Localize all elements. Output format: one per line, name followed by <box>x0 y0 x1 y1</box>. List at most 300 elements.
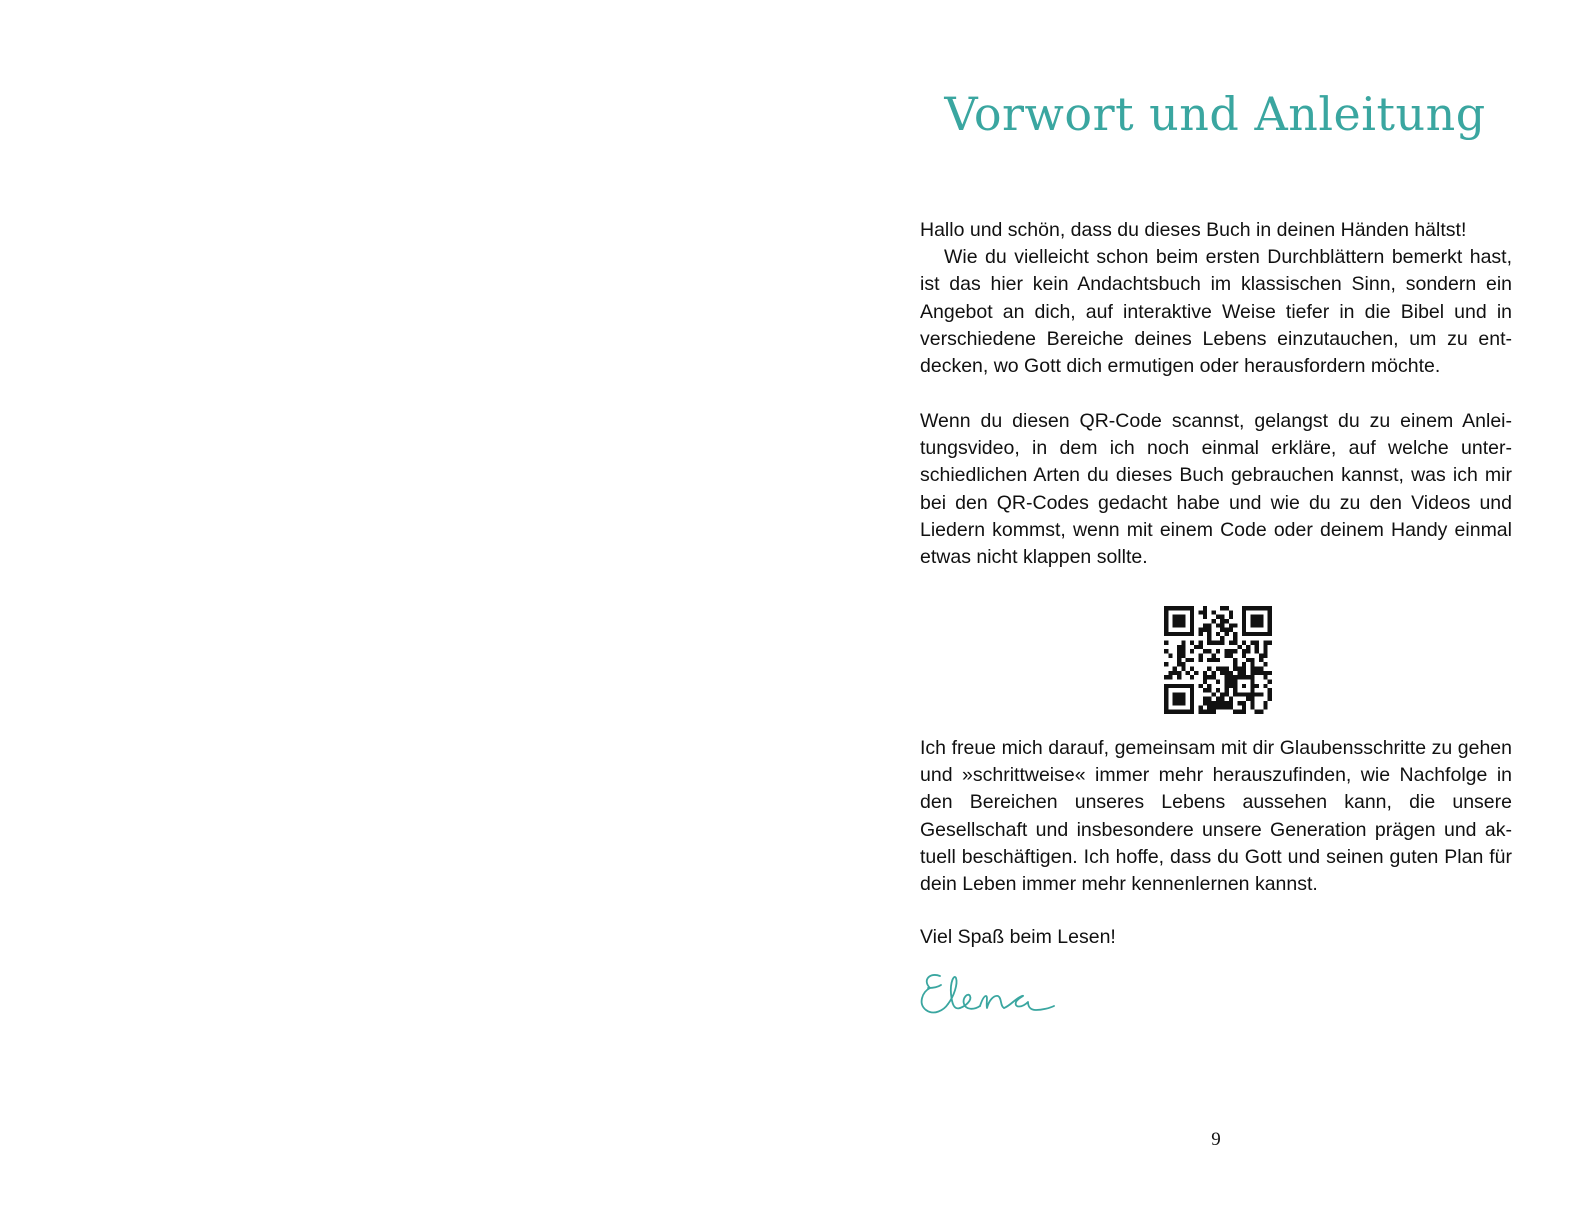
qr-module <box>1203 623 1207 627</box>
qr-module <box>1246 606 1250 610</box>
qr-module <box>1255 710 1259 714</box>
qr-module <box>1207 658 1211 662</box>
qr-module <box>1224 692 1228 696</box>
qr-module <box>1220 697 1224 701</box>
qr-module <box>1190 710 1194 714</box>
qr-module <box>1212 658 1216 662</box>
qr-module <box>1207 697 1211 701</box>
qr-module <box>1177 645 1181 649</box>
qr-module <box>1203 679 1207 683</box>
qr-module <box>1216 679 1220 683</box>
qr-module <box>1207 628 1211 632</box>
qr-module <box>1164 688 1168 692</box>
qr-module <box>1168 675 1172 679</box>
qr-module <box>1190 632 1194 636</box>
qr-module <box>1190 628 1194 632</box>
qr-module <box>1207 649 1211 653</box>
qr-module <box>1186 671 1190 675</box>
qr-module <box>1212 692 1216 696</box>
qr-module <box>1229 675 1233 679</box>
qr-module <box>1233 623 1237 627</box>
qr-module <box>1220 666 1224 670</box>
qr-module <box>1224 654 1228 658</box>
qr-module <box>1233 662 1237 666</box>
qr-module <box>1203 628 1207 632</box>
qr-module <box>1177 654 1181 658</box>
qr-module <box>1203 610 1207 614</box>
qr-module <box>1268 606 1272 610</box>
qr-module <box>1207 666 1211 670</box>
qr-module <box>1181 606 1185 610</box>
qr-module <box>1190 619 1194 623</box>
qr-module <box>1233 684 1237 688</box>
qr-module <box>1255 645 1259 649</box>
qr-module <box>1268 632 1272 636</box>
qr-instructions-section <box>920 408 1512 571</box>
qr-module <box>1164 628 1168 632</box>
qr-module <box>1246 692 1250 696</box>
qr-module <box>1190 606 1194 610</box>
qr-module <box>1177 671 1181 675</box>
qr-module <box>1250 623 1254 627</box>
qr-module <box>1246 632 1250 636</box>
qr-module <box>1168 606 1172 610</box>
qr-module <box>1224 675 1228 679</box>
qr-module <box>1224 688 1228 692</box>
qr-module <box>1216 688 1220 692</box>
qr-module <box>1242 654 1246 658</box>
qr-module <box>1250 632 1254 636</box>
qr-module <box>1207 641 1211 645</box>
qr-module <box>1224 705 1228 709</box>
qr-module <box>1173 632 1177 636</box>
qr-module <box>1250 688 1254 692</box>
closing-section <box>920 735 1512 898</box>
qr-module <box>1233 666 1237 670</box>
qr-module <box>1164 610 1168 614</box>
qr-module <box>1181 692 1185 696</box>
closing-paragraph: Ich freue mich darauf, gemeinsam mit dir Glaubensschritte zu gehen und »schrittweise« immer mehr herauszufinden, wie Nachfolge in den Bereichen unseres Lebens aussehen kann, die unsere Gesellschaft und insbesondere unsere Generation prägen und aktuell beschäftigen. Ich hoffe, dass du Gott und seinen guten Plan für dein Leben immer mehr kennenlernen kannst. <box>920 737 1512 896</box>
signature-image <box>918 968 1068 1028</box>
qr-module <box>1255 632 1259 636</box>
qr-module <box>1164 623 1168 627</box>
qr-module <box>1233 692 1237 696</box>
qr-module <box>1237 701 1241 705</box>
qr-module <box>1259 606 1263 610</box>
qr-module <box>1233 636 1237 640</box>
qr-module <box>1250 619 1254 623</box>
qr-module <box>1190 684 1194 688</box>
qr-module <box>1203 615 1207 619</box>
qr-module <box>1164 705 1168 709</box>
qr-module <box>1190 688 1194 692</box>
qr-module <box>1164 606 1168 610</box>
qr-module <box>1173 697 1177 701</box>
qr-module <box>1207 632 1211 636</box>
qr-module <box>1268 692 1272 696</box>
qr-module <box>1199 632 1203 636</box>
qr-module <box>1233 649 1237 653</box>
qr-module <box>1250 662 1254 666</box>
qr-module <box>1190 615 1194 619</box>
qr-module <box>1173 701 1177 705</box>
qr-module <box>1212 610 1216 614</box>
qr-module <box>1216 697 1220 701</box>
qr-module <box>1190 649 1194 653</box>
qr-module <box>1177 692 1181 696</box>
qr-module <box>1224 701 1228 705</box>
qr-module <box>1250 679 1254 683</box>
qr-module <box>1181 615 1185 619</box>
qr-module <box>1220 701 1224 705</box>
qr-module <box>1216 705 1220 709</box>
qr-module <box>1212 701 1216 705</box>
qr-module <box>1242 641 1246 645</box>
qr-module <box>1268 688 1272 692</box>
qr-module <box>1216 701 1220 705</box>
qr-module <box>1168 684 1172 688</box>
qr-module <box>1177 619 1181 623</box>
qr-module <box>1255 606 1259 610</box>
qr-module <box>1220 628 1224 632</box>
qr-module <box>1190 692 1194 696</box>
qr-module <box>1229 615 1233 619</box>
qr-module <box>1268 610 1272 614</box>
qr-module <box>1229 649 1233 653</box>
qr-module <box>1250 606 1254 610</box>
qr-module <box>1181 710 1185 714</box>
qr-module <box>1190 641 1194 645</box>
qr-module <box>1242 610 1246 614</box>
qr-module <box>1250 615 1254 619</box>
qr-module <box>1216 649 1220 653</box>
qr-module <box>1229 610 1233 614</box>
qr-module <box>1164 649 1168 653</box>
qr-module <box>1263 675 1267 679</box>
qr-module <box>1199 628 1203 632</box>
qr-module <box>1237 645 1241 649</box>
qr-module <box>1190 623 1194 627</box>
qr-module <box>1224 684 1228 688</box>
qr-module <box>1233 688 1237 692</box>
qr-module <box>1203 671 1207 675</box>
page-number: 9 <box>1211 1129 1221 1150</box>
qr-module <box>1263 606 1267 610</box>
qr-module <box>1168 654 1172 658</box>
qr-module <box>1250 692 1254 696</box>
qr-module <box>1242 628 1246 632</box>
qr-module <box>1255 615 1259 619</box>
qr-module <box>1199 710 1203 714</box>
qr-module <box>1255 649 1259 653</box>
qr-module <box>1250 697 1254 701</box>
qr-module <box>1220 623 1224 627</box>
qr-module <box>1220 606 1224 610</box>
qr-module <box>1164 701 1168 705</box>
qr-module <box>1190 697 1194 701</box>
qr-module <box>1268 619 1272 623</box>
qr-module <box>1246 645 1250 649</box>
qr-module <box>1229 697 1233 701</box>
qr-module <box>1164 619 1168 623</box>
qr-module <box>1259 623 1263 627</box>
qr-module <box>1224 679 1228 683</box>
qr-module <box>1268 679 1272 683</box>
qr-module <box>1177 606 1181 610</box>
qr-module <box>1242 623 1246 627</box>
qr-module <box>1177 675 1181 679</box>
qr-module <box>1242 675 1246 679</box>
qr-module <box>1207 701 1211 705</box>
qr-module <box>1250 671 1254 675</box>
qr-module <box>1164 632 1168 636</box>
qr-module <box>1186 632 1190 636</box>
qr-module <box>1229 641 1233 645</box>
qr-code-icon[interactable] <box>1164 606 1272 714</box>
qr-module <box>1186 606 1190 610</box>
qr-module <box>1203 697 1207 701</box>
qr-module <box>1263 641 1267 645</box>
qr-module <box>1233 641 1237 645</box>
intro-section <box>920 217 1512 380</box>
qr-module <box>1242 671 1246 675</box>
qr-module <box>1229 671 1233 675</box>
qr-module <box>1259 710 1263 714</box>
qr-module <box>1242 705 1246 709</box>
qr-module <box>1203 688 1207 692</box>
qr-module <box>1164 684 1168 688</box>
qr-module <box>1220 636 1224 640</box>
qr-module <box>1268 641 1272 645</box>
qr-module <box>1255 692 1259 696</box>
qr-module <box>1229 628 1233 632</box>
qr-module <box>1164 675 1168 679</box>
qr-module <box>1212 705 1216 709</box>
qr-paragraph: Wenn du diesen QR-Code scannst, gelangst du zu einem Anleitungsvideo, in dem ich noch einmal erkläre, auf welche unterschiedlichen Arten du dieses Buch gebrauchen kannst, was ich mir bei den QR-Codes gedacht habe und wie du zu den Videos und Liedern kommst, wenn mit einem Code oder deinem Handy einmal etwas nicht klappen sollte. <box>920 410 1512 569</box>
qr-module <box>1181 666 1185 670</box>
qr-module <box>1224 666 1228 670</box>
qr-module <box>1216 641 1220 645</box>
qr-module <box>1216 658 1220 662</box>
qr-module <box>1164 641 1168 645</box>
qr-module <box>1233 632 1237 636</box>
qr-module <box>1220 641 1224 645</box>
qr-module <box>1168 632 1172 636</box>
qr-module <box>1164 692 1168 696</box>
qr-module <box>1186 710 1190 714</box>
qr-module <box>1242 662 1246 666</box>
qr-module <box>1237 671 1241 675</box>
qr-module <box>1207 710 1211 714</box>
qr-module <box>1173 619 1177 623</box>
qr-module <box>1233 710 1237 714</box>
qr-module <box>1190 658 1194 662</box>
qr-module <box>1207 688 1211 692</box>
qr-module <box>1263 671 1267 675</box>
qr-module <box>1255 623 1259 627</box>
qr-module <box>1177 632 1181 636</box>
qr-module <box>1190 675 1194 679</box>
qr-module <box>1199 610 1203 614</box>
qr-module <box>1224 649 1228 653</box>
qr-module <box>1224 632 1228 636</box>
qr-module <box>1224 671 1228 675</box>
qr-module <box>1220 671 1224 675</box>
qr-module <box>1229 705 1233 709</box>
qr-module <box>1181 649 1185 653</box>
qr-module <box>1224 619 1228 623</box>
qr-module <box>1246 675 1250 679</box>
qr-module <box>1250 684 1254 688</box>
qr-module <box>1255 619 1259 623</box>
qr-module <box>1259 632 1263 636</box>
qr-module <box>1207 636 1211 640</box>
qr-module <box>1194 671 1198 675</box>
qr-module <box>1263 705 1267 709</box>
qr-module <box>1233 658 1237 662</box>
qr-module <box>1268 623 1272 627</box>
qr-module <box>1177 662 1181 666</box>
qr-module <box>1190 610 1194 614</box>
qr-module <box>1246 658 1250 662</box>
qr-module <box>1177 710 1181 714</box>
qr-module <box>1220 692 1224 696</box>
qr-module <box>1242 615 1246 619</box>
qr-module <box>1233 675 1237 679</box>
qr-module <box>1250 641 1254 645</box>
qr-module <box>1177 701 1181 705</box>
qr-module <box>1181 632 1185 636</box>
qr-module <box>1263 632 1267 636</box>
qr-module <box>1220 619 1224 623</box>
qr-module <box>1242 710 1246 714</box>
qr-module <box>1237 675 1241 679</box>
qr-module <box>1181 684 1185 688</box>
qr-module <box>1199 654 1203 658</box>
qr-module <box>1203 606 1207 610</box>
qr-module <box>1242 619 1246 623</box>
intro-paragraph: Wie du vielleicht schon beim ersten Durchblättern bemerkt hast, ist das hier kein Andachtsbuch im klassischen Sinn, sondern ein Angebot an dich, auf interaktive Weise tiefer in die Bibel und in verschiedene Bereiche deines Lebens einzutauchen, um zu entdecken, wo Gott dich ermutigen oder herausfordern möchte. <box>920 246 1512 378</box>
qr-module <box>1229 654 1233 658</box>
page-title: Vorwort und Anleitung <box>944 87 1486 141</box>
qr-module <box>1199 645 1203 649</box>
qr-module <box>1268 615 1272 619</box>
qr-module <box>1259 615 1263 619</box>
qr-module <box>1242 684 1246 688</box>
qr-module <box>1199 658 1203 662</box>
qr-module <box>1237 692 1241 696</box>
qr-module <box>1224 628 1228 632</box>
qr-module <box>1190 705 1194 709</box>
qr-module <box>1173 615 1177 619</box>
qr-module <box>1173 692 1177 696</box>
qr-module <box>1268 671 1272 675</box>
qr-module <box>1259 658 1263 662</box>
qr-module <box>1216 623 1220 627</box>
qr-module <box>1229 623 1233 627</box>
qr-module <box>1181 662 1185 666</box>
qr-module <box>1255 671 1259 675</box>
qr-module <box>1173 710 1177 714</box>
qr-module <box>1164 710 1168 714</box>
qr-module <box>1173 666 1177 670</box>
qr-module <box>1181 701 1185 705</box>
qr-module <box>1173 623 1177 627</box>
qr-module <box>1259 692 1263 696</box>
intro-greeting-line: Hallo und schön, dass du dieses Buch in deinen Händen hältst! <box>920 219 1467 241</box>
qr-module <box>1268 697 1272 701</box>
qr-module <box>1212 675 1216 679</box>
qr-module <box>1199 705 1203 709</box>
qr-module <box>1177 658 1181 662</box>
qr-module <box>1212 641 1216 645</box>
qr-module <box>1199 641 1203 645</box>
qr-module <box>1216 615 1220 619</box>
qr-module <box>1229 679 1233 683</box>
qr-module <box>1220 705 1224 709</box>
qr-module <box>1259 666 1263 670</box>
qr-module <box>1242 692 1246 696</box>
qr-module <box>1203 649 1207 653</box>
qr-module <box>1246 697 1250 701</box>
qr-module <box>1255 666 1259 670</box>
qr-module <box>1212 671 1216 675</box>
qr-module <box>1181 623 1185 627</box>
qr-module <box>1212 654 1216 658</box>
qr-module <box>1216 632 1220 636</box>
qr-module <box>1181 697 1185 701</box>
qr-module <box>1255 641 1259 645</box>
qr-module <box>1168 710 1172 714</box>
qr-module <box>1259 654 1263 658</box>
qr-module <box>1224 606 1228 610</box>
qr-module <box>1263 649 1267 653</box>
qr-module <box>1250 705 1254 709</box>
qr-module <box>1237 710 1241 714</box>
qr-module <box>1177 697 1181 701</box>
qr-module <box>1173 606 1177 610</box>
qr-module <box>1250 666 1254 670</box>
qr-module <box>1173 684 1177 688</box>
qr-module <box>1181 645 1185 649</box>
qr-module <box>1207 684 1211 688</box>
qr-module <box>1263 684 1267 688</box>
qr-module <box>1242 649 1246 653</box>
qr-module <box>1216 666 1220 670</box>
qr-module <box>1263 654 1267 658</box>
qr-module <box>1207 705 1211 709</box>
qr-module <box>1259 619 1263 623</box>
qr-module <box>1181 619 1185 623</box>
qr-module <box>1177 615 1181 619</box>
qr-module <box>1263 645 1267 649</box>
qr-module <box>1250 675 1254 679</box>
qr-module <box>1177 623 1181 627</box>
qr-module <box>1207 623 1211 627</box>
qr-module <box>1164 662 1168 666</box>
qr-module <box>1181 654 1185 658</box>
qr-module <box>1237 666 1241 670</box>
qr-module <box>1203 675 1207 679</box>
qr-module <box>1246 649 1250 653</box>
qr-module <box>1203 710 1207 714</box>
qr-module <box>1190 666 1194 670</box>
qr-module <box>1250 658 1254 662</box>
qr-module <box>1164 697 1168 701</box>
qr-module <box>1186 658 1190 662</box>
qr-module <box>1194 645 1198 649</box>
qr-module <box>1199 684 1203 688</box>
